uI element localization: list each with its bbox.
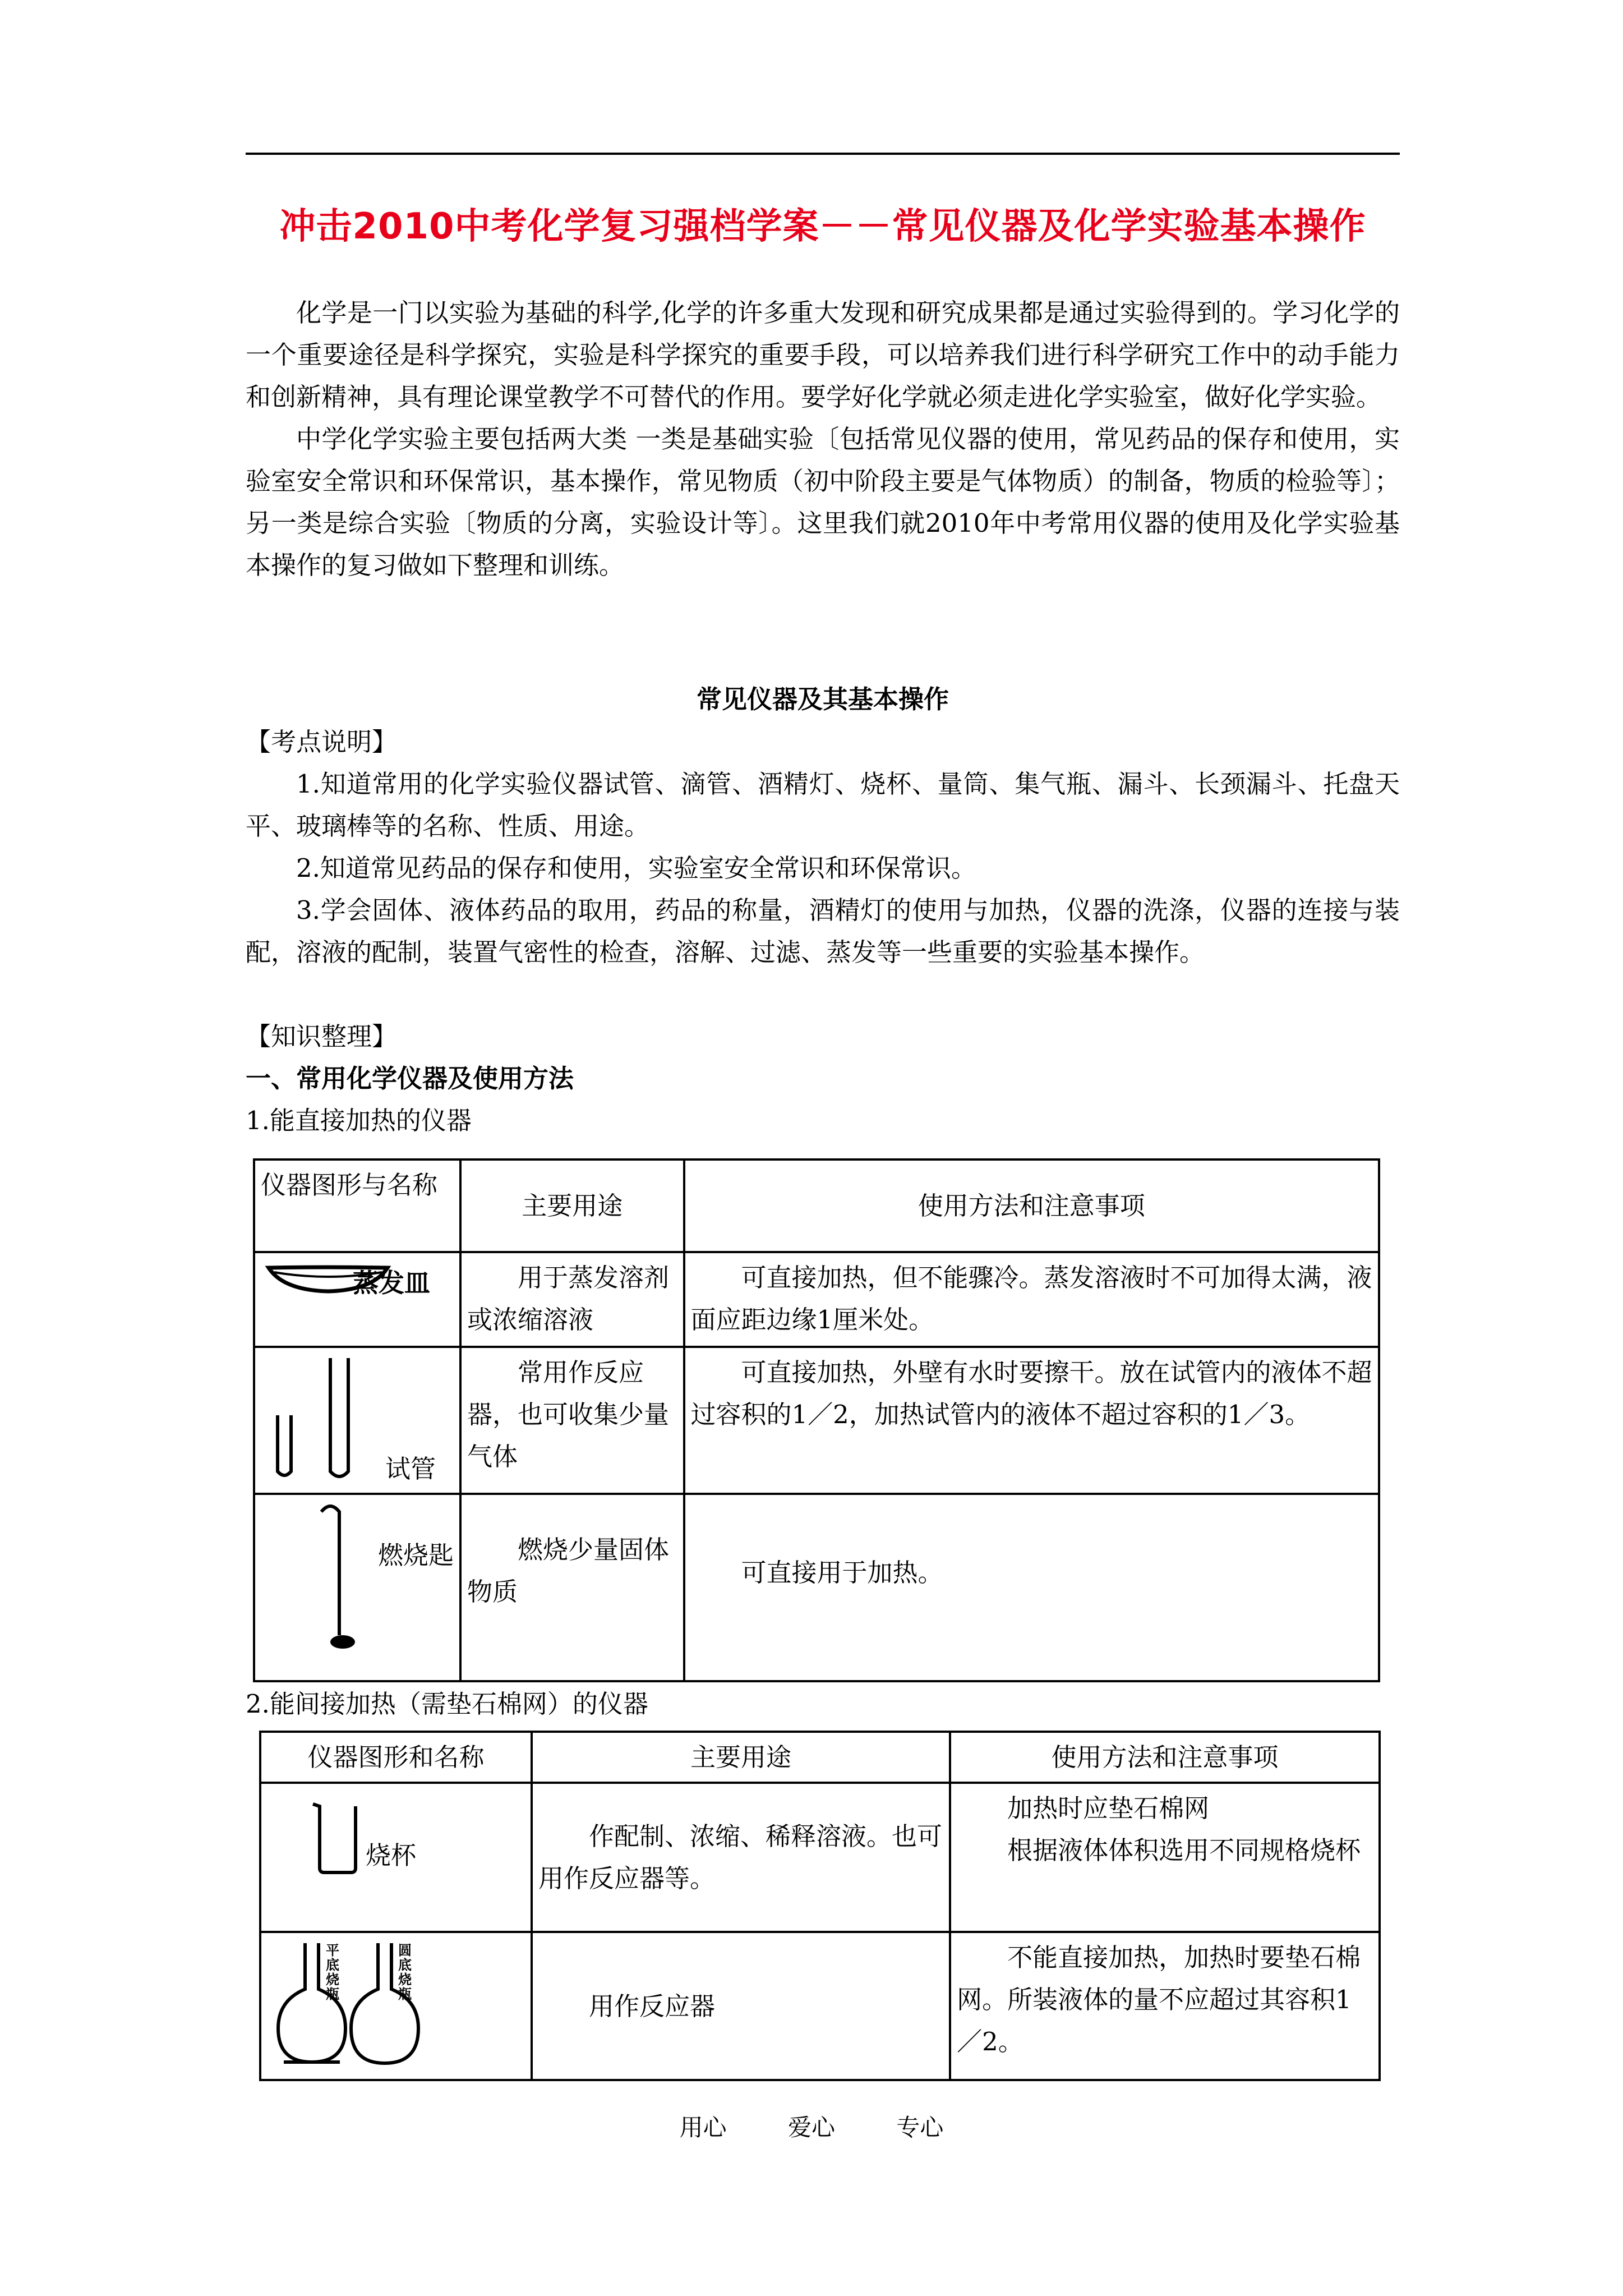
evaporating-dish-label: 蒸发皿 — [353, 1268, 430, 1298]
intro-paragraph-2: 中学化学实验主要包括两大类 一类是基础实验〔包括常见仪器的使用，常见药品的保存和使用，实验室安全常识和环保常识，基本操作，常见物质（初中阶段主要是气体物质）的制备，物质的检验等〕；另一类是综合实验〔物质的分离，实验设计等〕。这里我们就2010年中考常用仪器的使用及化学实验基本操作的复习做如下整理和训练。 — [246, 424, 1400, 580]
table2-header-notes: 使用方法和注意事项 — [950, 1732, 1380, 1783]
test-tube-cell — [254, 1347, 460, 1494]
combustion-spoon-use: 燃烧少量固体物质 — [460, 1494, 684, 1681]
beaker-label: 烧杯 — [366, 1841, 417, 1870]
evaporating-dish-use: 用于蒸发溶剂或浓缩溶液 — [460, 1252, 684, 1347]
beaker-notes — [950, 1783, 1380, 1932]
table-row — [260, 1732, 1380, 1783]
intro — [246, 292, 1400, 586]
table-indirect-heating — [259, 1731, 1381, 2081]
combustion-spoon-cell — [254, 1494, 460, 1681]
flat-bottom-flask-label: 平底烧瓶 — [326, 1943, 339, 2002]
footer-item: 专心 — [896, 2114, 944, 2141]
flask-icon — [261, 1933, 531, 2079]
zhishi-label: 【知识整理】 — [246, 1022, 398, 1051]
beaker-use: 作配制、浓缩、稀释溶液。也可用作反应器等。 — [532, 1783, 950, 1932]
kaodian-list — [246, 763, 1400, 973]
kaodian-label: 【考点说明】 — [246, 727, 398, 757]
beaker-note-2: 根据液体体积选用不同规格烧杯 — [1007, 1835, 1361, 1865]
table-row — [254, 1159, 1379, 1252]
combustion-spoon-label: 燃烧匙 — [377, 1540, 454, 1570]
kaodian-item-2: 2.知道常见药品的保存和使用，实验室安全常识和环保常识。 — [296, 853, 976, 883]
header-rule — [246, 153, 1400, 155]
combustion-spoon-notes: 可直接用于加热。 — [684, 1494, 1379, 1681]
beaker-cell — [260, 1783, 532, 1932]
document-title: 冲击2010中考化学复习强档学案－－常见仪器及化学实验基本操作 — [279, 206, 1366, 247]
test-tube-use: 常用作反应器，也可收集少量气体 — [460, 1347, 684, 1494]
table-row — [260, 1783, 1380, 1932]
table-direct-heating — [253, 1158, 1380, 1682]
intro-paragraph-1: 化学是一门以实验为基础的科学,化学的许多重大发现和研究成果都是通过实验得到的。学习化学的一个重要途径是科学探究，实验是科学探究的重要手段，可以培养我们进行科学研究工作中的动手能力和创新精神，具有理论课堂教学不可替代的作用。要学好化学就必须走进化学实验室，做好化学实验。 — [246, 298, 1400, 412]
table1-caption: 1.能直接加热的仪器 — [246, 1106, 472, 1135]
flasks-notes: 不能直接加热，加热时要垫石棉网。所装液体的量不应超过其容积1／2。 — [950, 1932, 1380, 2080]
evaporating-dish-cell — [254, 1252, 460, 1347]
test-tube-notes: 可直接加热，外壁有水时要擦干。放在试管内的液体不超过容积的1／2，加热试管内的液体不超过容积的1／3。 — [684, 1347, 1379, 1494]
table2-caption: 2.能间接加热（需垫石棉网）的仪器 — [246, 1689, 648, 1719]
table2-header-use: 主要用途 — [532, 1732, 950, 1783]
page-footer — [0, 2109, 1623, 2143]
kaodian-item-1: 1.知道常用的化学实验仪器试管、滴管、酒精灯、烧杯、量筒、集气瓶、漏斗、长颈漏斗、托盘天平、玻璃棒等的名称、性质、用途。 — [246, 769, 1400, 841]
flasks-use: 用作反应器 — [532, 1932, 950, 2080]
table-row — [260, 1932, 1380, 2080]
table-row — [254, 1252, 1379, 1347]
evaporating-dish-notes: 可直接加热，但不能骤冷。蒸发溶液时不可加得太满，液面应距边缘1厘米处。 — [684, 1252, 1379, 1347]
round-bottom-flask-label: 圆底烧瓶 — [398, 1943, 412, 2002]
test-tube-label: 试管 — [385, 1454, 436, 1484]
flasks-cell — [260, 1932, 532, 2080]
table1-header-name: 仪器图形与名称 — [254, 1159, 460, 1252]
footer-item: 用心 — [679, 2114, 727, 2141]
part1-heading: 一、常用化学仪器及使用方法 — [246, 1064, 574, 1093]
table2-header-name: 仪器图形和名称 — [260, 1732, 532, 1783]
combustion-spoon-icon — [255, 1495, 459, 1680]
table-row — [254, 1347, 1379, 1494]
table1-header-use: 主要用途 — [460, 1159, 684, 1252]
footer-item: 爱心 — [787, 2114, 835, 2141]
table-row — [254, 1494, 1379, 1681]
kaodian-item-3: 3.学会固体、液体药品的取用，药品的称量，酒精灯的使用与加热，仪器的洗涤，仪器的连接与装配，溶液的配制，装置气密性的检查，溶解、过滤、蒸发等一些重要的实验基本操作。 — [246, 895, 1400, 967]
beaker-note-1: 加热时应垫石棉网 — [1007, 1793, 1210, 1823]
table1-header-notes: 使用方法和注意事项 — [684, 1159, 1379, 1252]
section-heading: 常见仪器及其基本操作 — [696, 684, 949, 714]
